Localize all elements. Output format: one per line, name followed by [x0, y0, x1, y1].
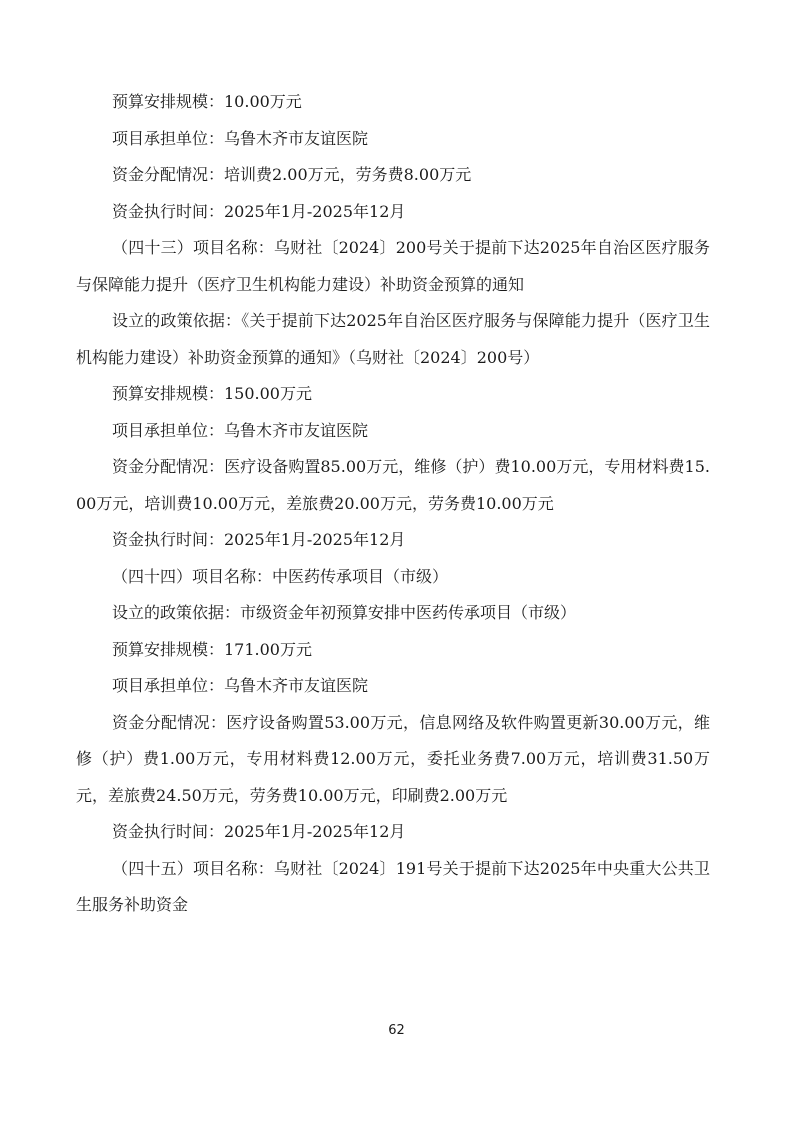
fund-allocation-43: 资金分配情况：医疗设备购置85.00万元，维修（护）费10.00万元，专用材料费15.00万元，培训费10.00万元，差旅费20.00万元，劳务费10.00万元	[76, 457, 710, 513]
policy-basis-43: 设立的政策依据：《关于提前下达2025年自治区医疗服务与保障能力提升（医疗卫生机构能力建设）补助资金预算的通知》（乌财社〔2024〕200号）	[76, 311, 710, 367]
fund-allocation-44: 资金分配情况：医疗设备购置53.00万元，信息网络及软件购置更新30.00万元，维修（护）费1.00万元，专用材料费12.00万元，委托业务费7.00万元，培训费31.50万元，差旅费24.50万元，劳务费10.00万元，印刷费2.00万元	[76, 712, 710, 805]
undertaking-unit-44: 项目承担单位：乌鲁木齐市友谊医院	[112, 676, 369, 695]
fund-allocation-42: 资金分配情况：培训费2.00万元，劳务费8.00万元	[112, 165, 472, 184]
policy-basis-44: 设立的政策依据：市级资金年初预算安排中医药传承项目（市级）	[112, 603, 577, 622]
project-title-44: （四十四）项目名称：中医药传承项目（市级）	[112, 566, 449, 586]
document-body	[76, 84, 710, 924]
execution-time-43: 资金执行时间：2025年1月-2025年12月	[112, 530, 406, 549]
execution-time-44: 资金执行时间：2025年1月-2025年12月	[112, 822, 406, 841]
undertaking-unit-42: 项目承担单位：乌鲁木齐市友谊医院	[112, 128, 369, 148]
project-title-43: （四十三）项目名称：乌财社〔2024〕200号关于提前下达2025年自治区医疗服务与保障能力提升（医疗卫生机构能力建设）补助资金预算的通知	[76, 238, 710, 294]
budget-scale-43: 预算安排规模：150.00万元	[112, 384, 312, 403]
undertaking-unit-43: 项目承担单位：乌鲁木齐市友谊医院	[112, 420, 369, 440]
budget-scale-42: 预算安排规模：10.00万元	[112, 92, 302, 111]
page-number: 62	[388, 1023, 405, 1038]
budget-scale-44: 预算安排规模：171.00万元	[112, 639, 312, 659]
project-title-45: （四十五）项目名称：乌财社〔2024〕191号关于提前下达2025年中央重大公共卫生服务补助资金	[76, 858, 710, 914]
execution-time-42: 资金执行时间：2025年1月-2025年12月	[112, 201, 406, 221]
